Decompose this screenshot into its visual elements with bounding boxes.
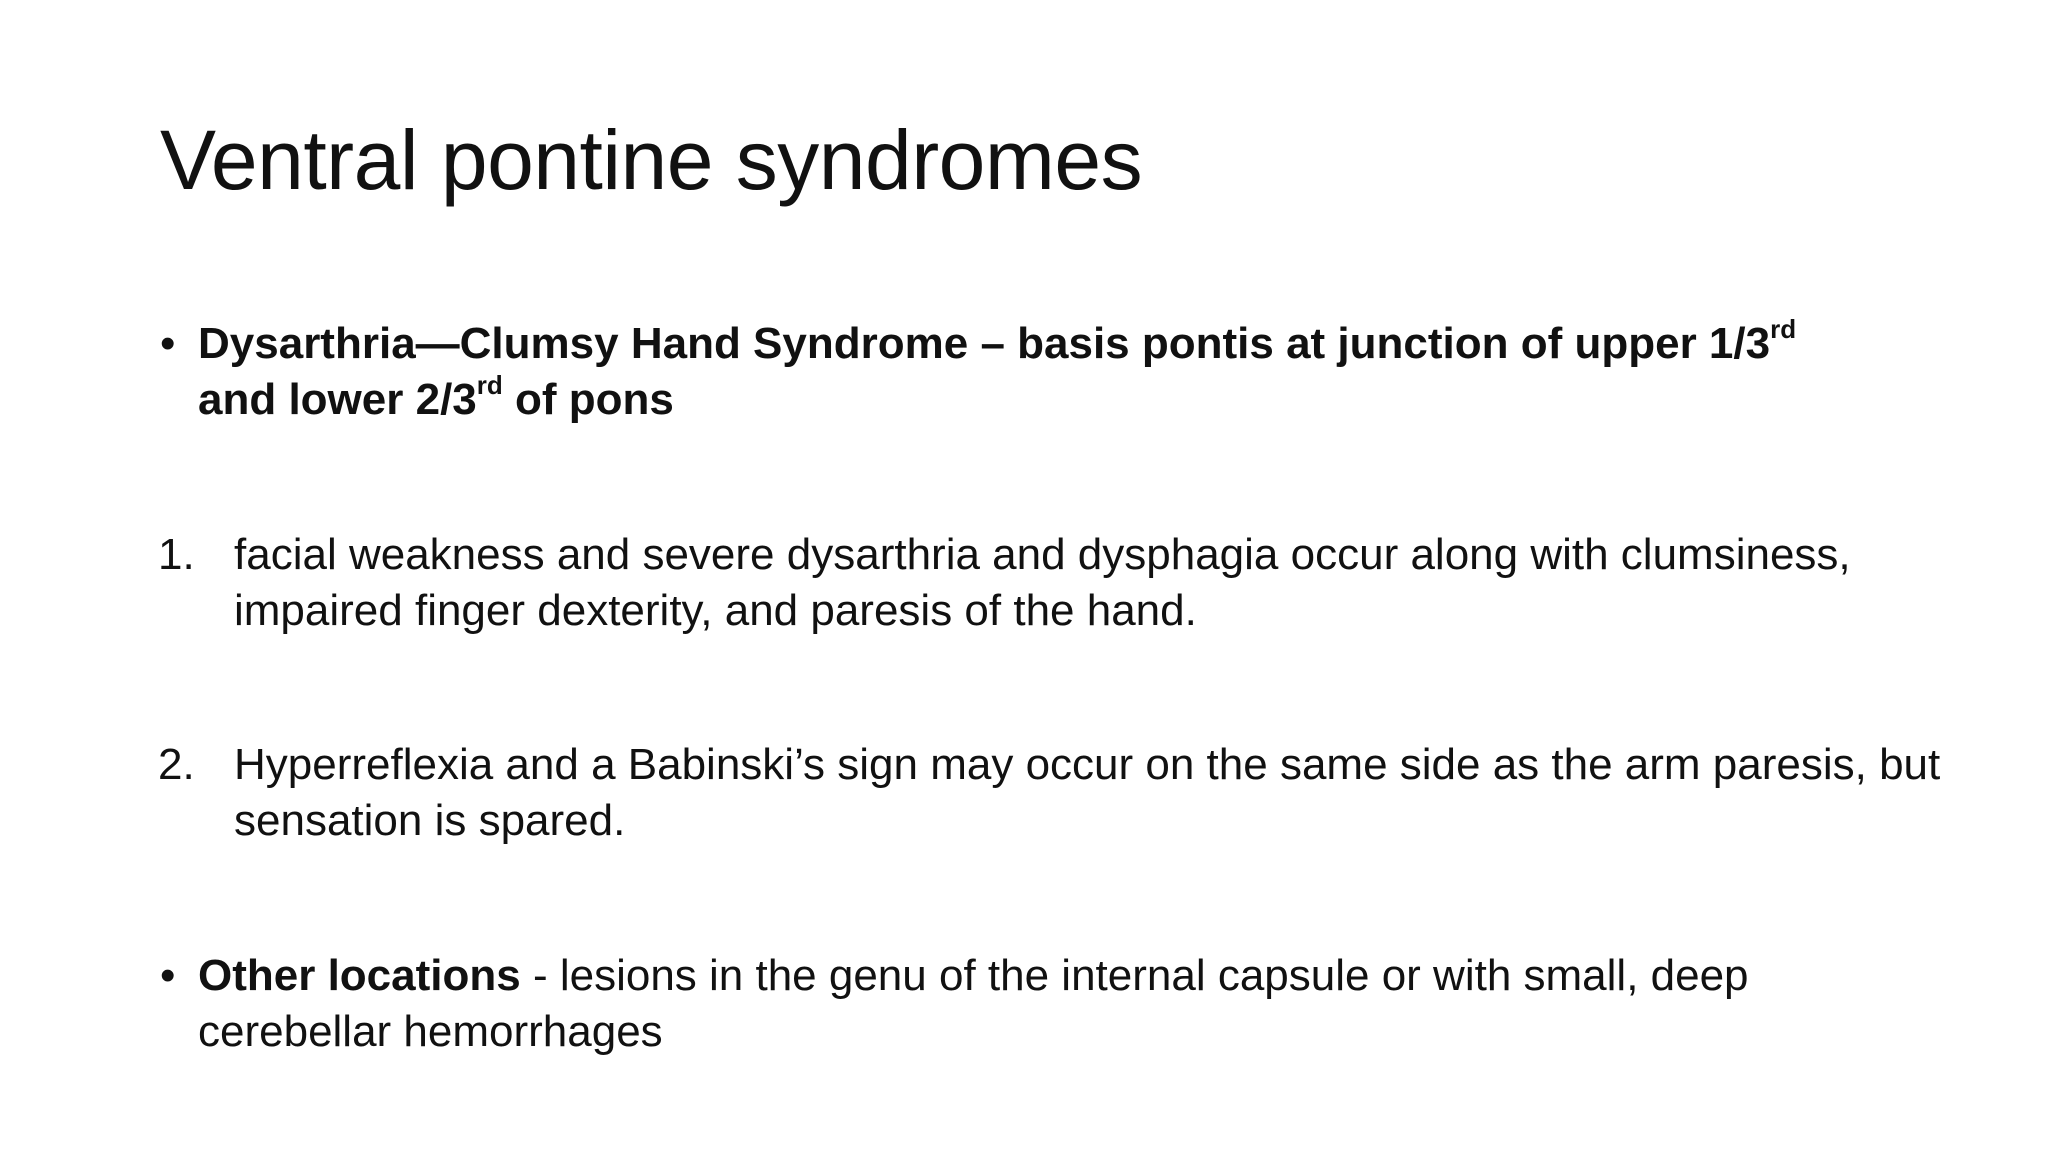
bullet1-line2-tail: of pons	[502, 375, 674, 424]
bullet2-bold-lead: Other locations	[198, 951, 521, 1000]
slide-title: Ventral pontine syndromes	[160, 113, 1143, 207]
bullet-text	[198, 316, 1938, 428]
item-number: 2.	[158, 740, 195, 789]
item-text: facial weakness and severe dysarthria and dysphagia occur along with clumsiness, impaired finger dexterity, and paresis of the hand.	[234, 530, 1851, 635]
bullet1-line1: Dysarthria—Clumsy Hand Syndrome – basis pontis at junction of upper 1/3	[198, 319, 1771, 368]
superscript-rd: rd	[1770, 314, 1797, 345]
bullet-marker: •	[160, 951, 176, 1000]
bullet-text	[198, 948, 1938, 1060]
item-text: Hyperreflexia and a Babinski’s sign may occur on the same side as the arm paresis, but sensation is spared.	[234, 740, 1941, 845]
bullet-marker: •	[160, 319, 176, 368]
bullet1-line2: and lower 2/3	[198, 375, 477, 424]
superscript-rd: rd	[476, 370, 503, 401]
item-number: 1.	[158, 530, 195, 579]
bullet2-text: - lesions in the genu of the internal capsule or with small, deep cerebellar hemorrhages	[198, 951, 1749, 1056]
